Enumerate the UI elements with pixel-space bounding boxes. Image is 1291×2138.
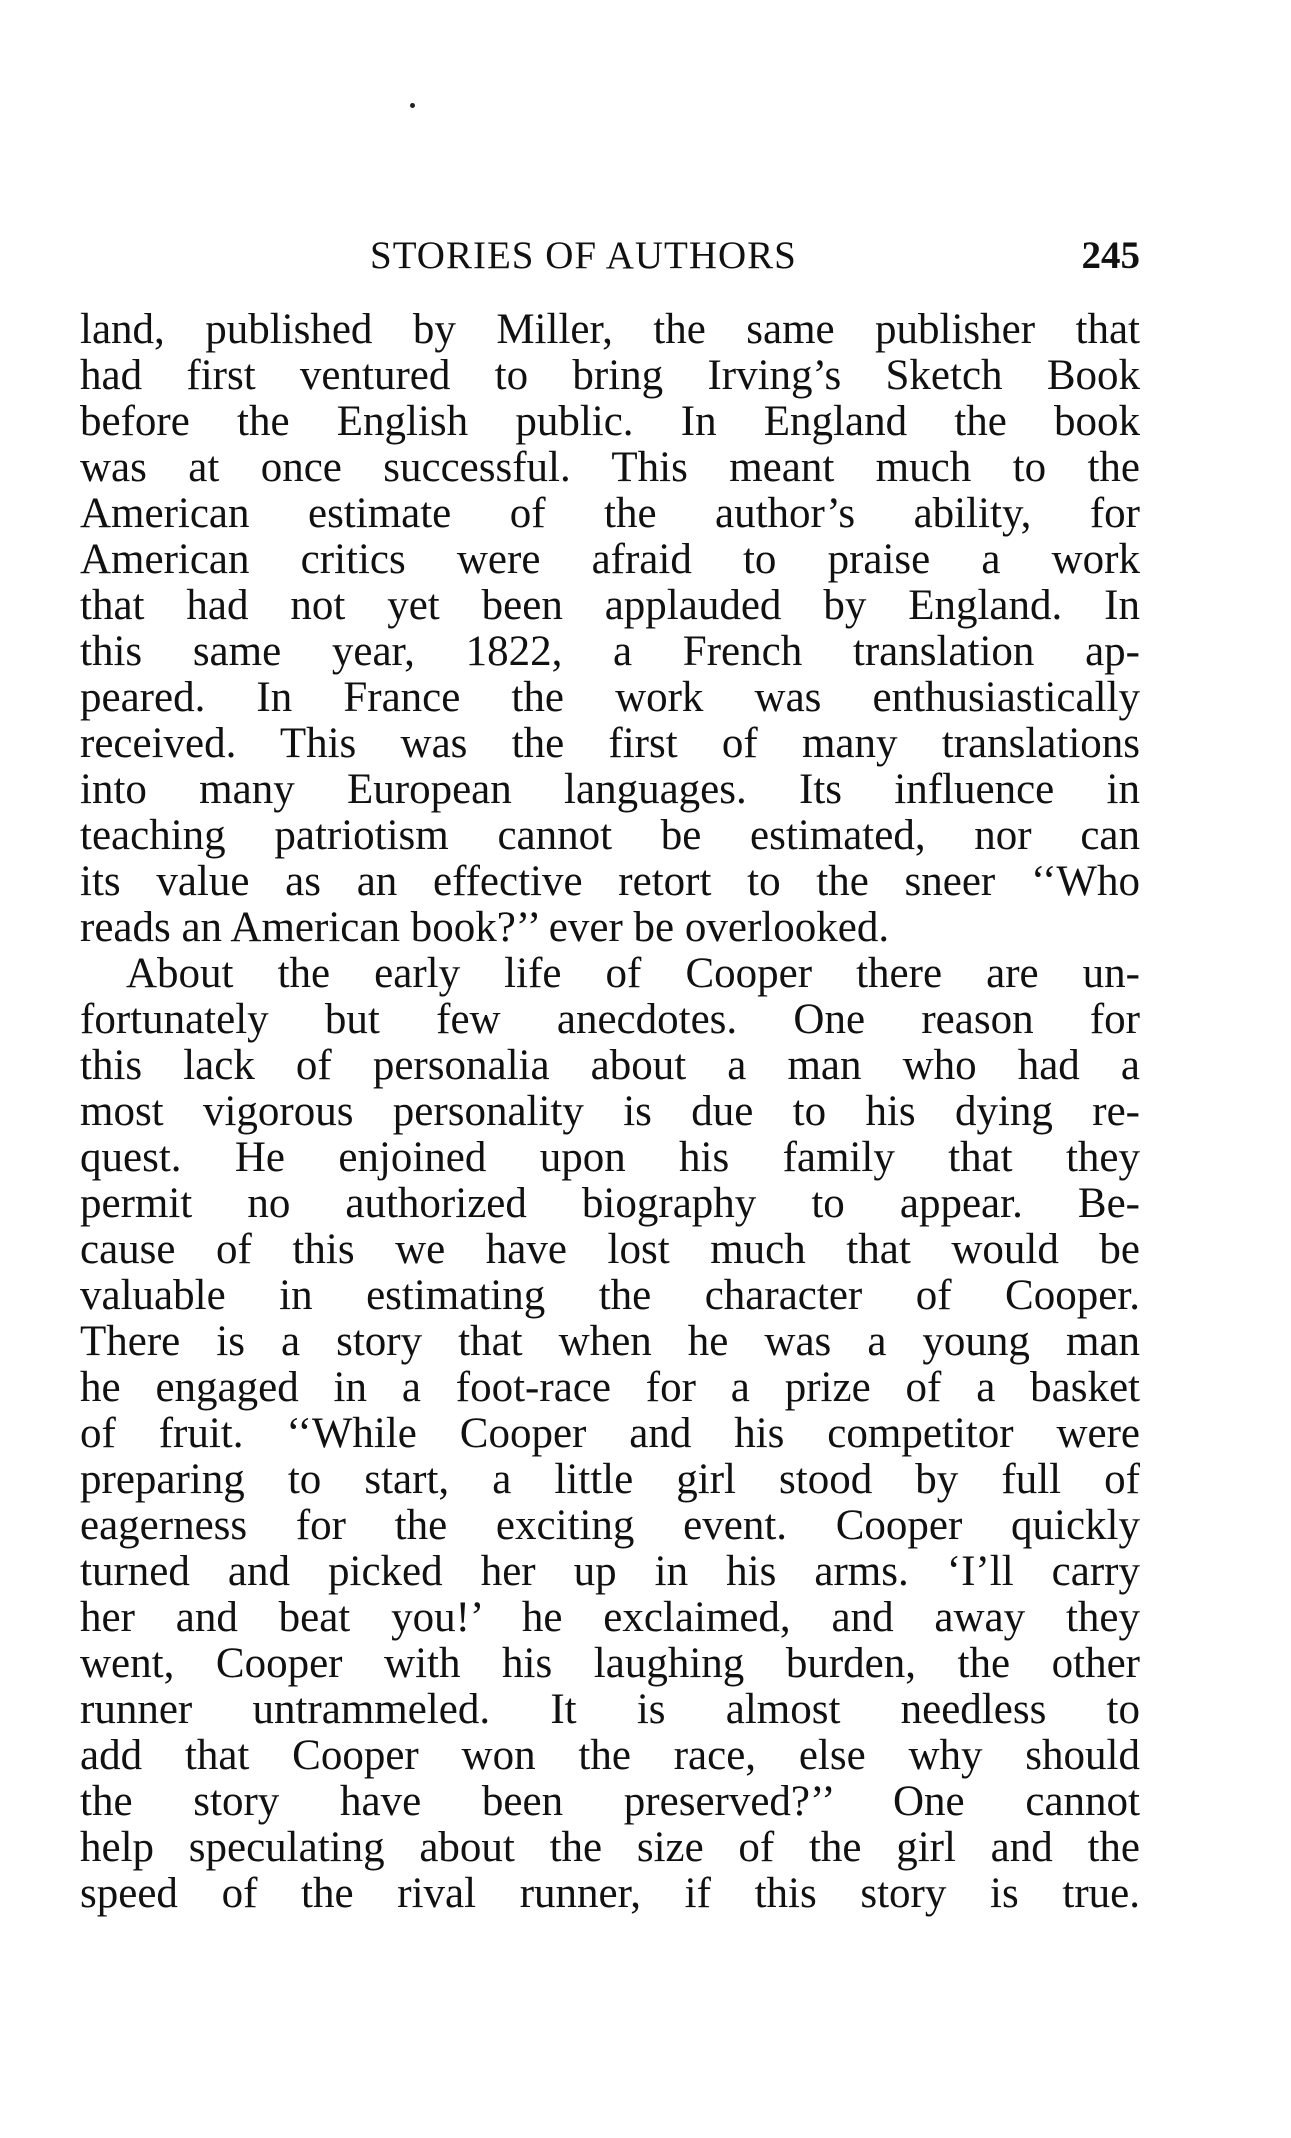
text-line: this same year, 1822, a French translation ap-: [80, 628, 1140, 675]
text-line: this lack of personalia about a man who had a: [80, 1042, 1140, 1089]
text-line: There is a story that when he was a young man: [80, 1318, 1140, 1365]
body-text: [80, 307, 1140, 1917]
text-line: valuable in estimating the character of Cooper.: [80, 1272, 1140, 1319]
text-line: received. This was the first of many translations: [80, 720, 1140, 767]
text-line: peared. In France the work was enthusiastically: [80, 674, 1140, 721]
text-line: American critics were afraid to praise a work: [80, 536, 1140, 583]
text-line: before the English public. In England the book: [80, 398, 1140, 445]
text-line: help speculating about the size of the girl and the: [80, 1824, 1140, 1871]
text-line: most vigorous personality is due to his dying re-: [80, 1088, 1140, 1135]
text-line: reads an American book?’’ ever be overlooked.: [80, 904, 890, 951]
text-line: the story have been preserved?’’ One cannot: [80, 1778, 1140, 1825]
page-number: 245: [1081, 234, 1140, 277]
text-line: into many European languages. Its influence in: [80, 766, 1140, 813]
print-speck: [410, 103, 415, 108]
text-line: was at once successful. This meant much to the: [80, 444, 1140, 491]
text-line: permit no authorized biography to appear. Be-: [80, 1180, 1140, 1227]
text-line: About the early life of Cooper there are un-: [126, 950, 1140, 997]
paragraph-2: [80, 951, 1140, 1917]
text-line: cause of this we have lost much that would be: [80, 1226, 1140, 1273]
text-line: had first ventured to bring Irving’s Sketch Book: [80, 352, 1140, 399]
text-line: eagerness for the exciting event. Cooper quickly: [80, 1502, 1140, 1549]
text-line: of fruit. ‘‘While Cooper and his competitor were: [80, 1410, 1140, 1457]
page-header: [80, 233, 1140, 283]
running-head: STORIES OF AUTHORS: [370, 234, 797, 277]
text-line: runner untrammeled. It is almost needless to: [80, 1686, 1140, 1733]
text-line: land, published by Miller, the same publisher that: [80, 306, 1140, 353]
text-line: he engaged in a foot-race for a prize of a basket: [80, 1364, 1140, 1411]
text-line: American estimate of the author’s ability, for: [80, 490, 1140, 537]
text-line: her and beat you!’ he exclaimed, and away they: [80, 1594, 1140, 1641]
paragraph-1: [80, 307, 1140, 951]
text-line: preparing to start, a little girl stood by full of: [80, 1456, 1140, 1503]
text-line: quest. He enjoined upon his family that they: [80, 1134, 1140, 1181]
text-line: that had not yet been applauded by England. In: [80, 582, 1140, 629]
text-line: its value as an effective retort to the sneer ‘‘Who: [80, 858, 1140, 905]
text-line: add that Cooper won the race, else why should: [80, 1732, 1140, 1779]
text-line: teaching patriotism cannot be estimated, nor can: [80, 812, 1140, 859]
text-line: went, Cooper with his laughing burden, the other: [80, 1640, 1140, 1687]
text-line: speed of the rival runner, if this story is true.: [80, 1870, 1140, 1917]
text-line: fortunately but few anecdotes. One reason for: [80, 996, 1140, 1043]
text-line: turned and picked her up in his arms. ‘I’ll carry: [80, 1548, 1140, 1595]
